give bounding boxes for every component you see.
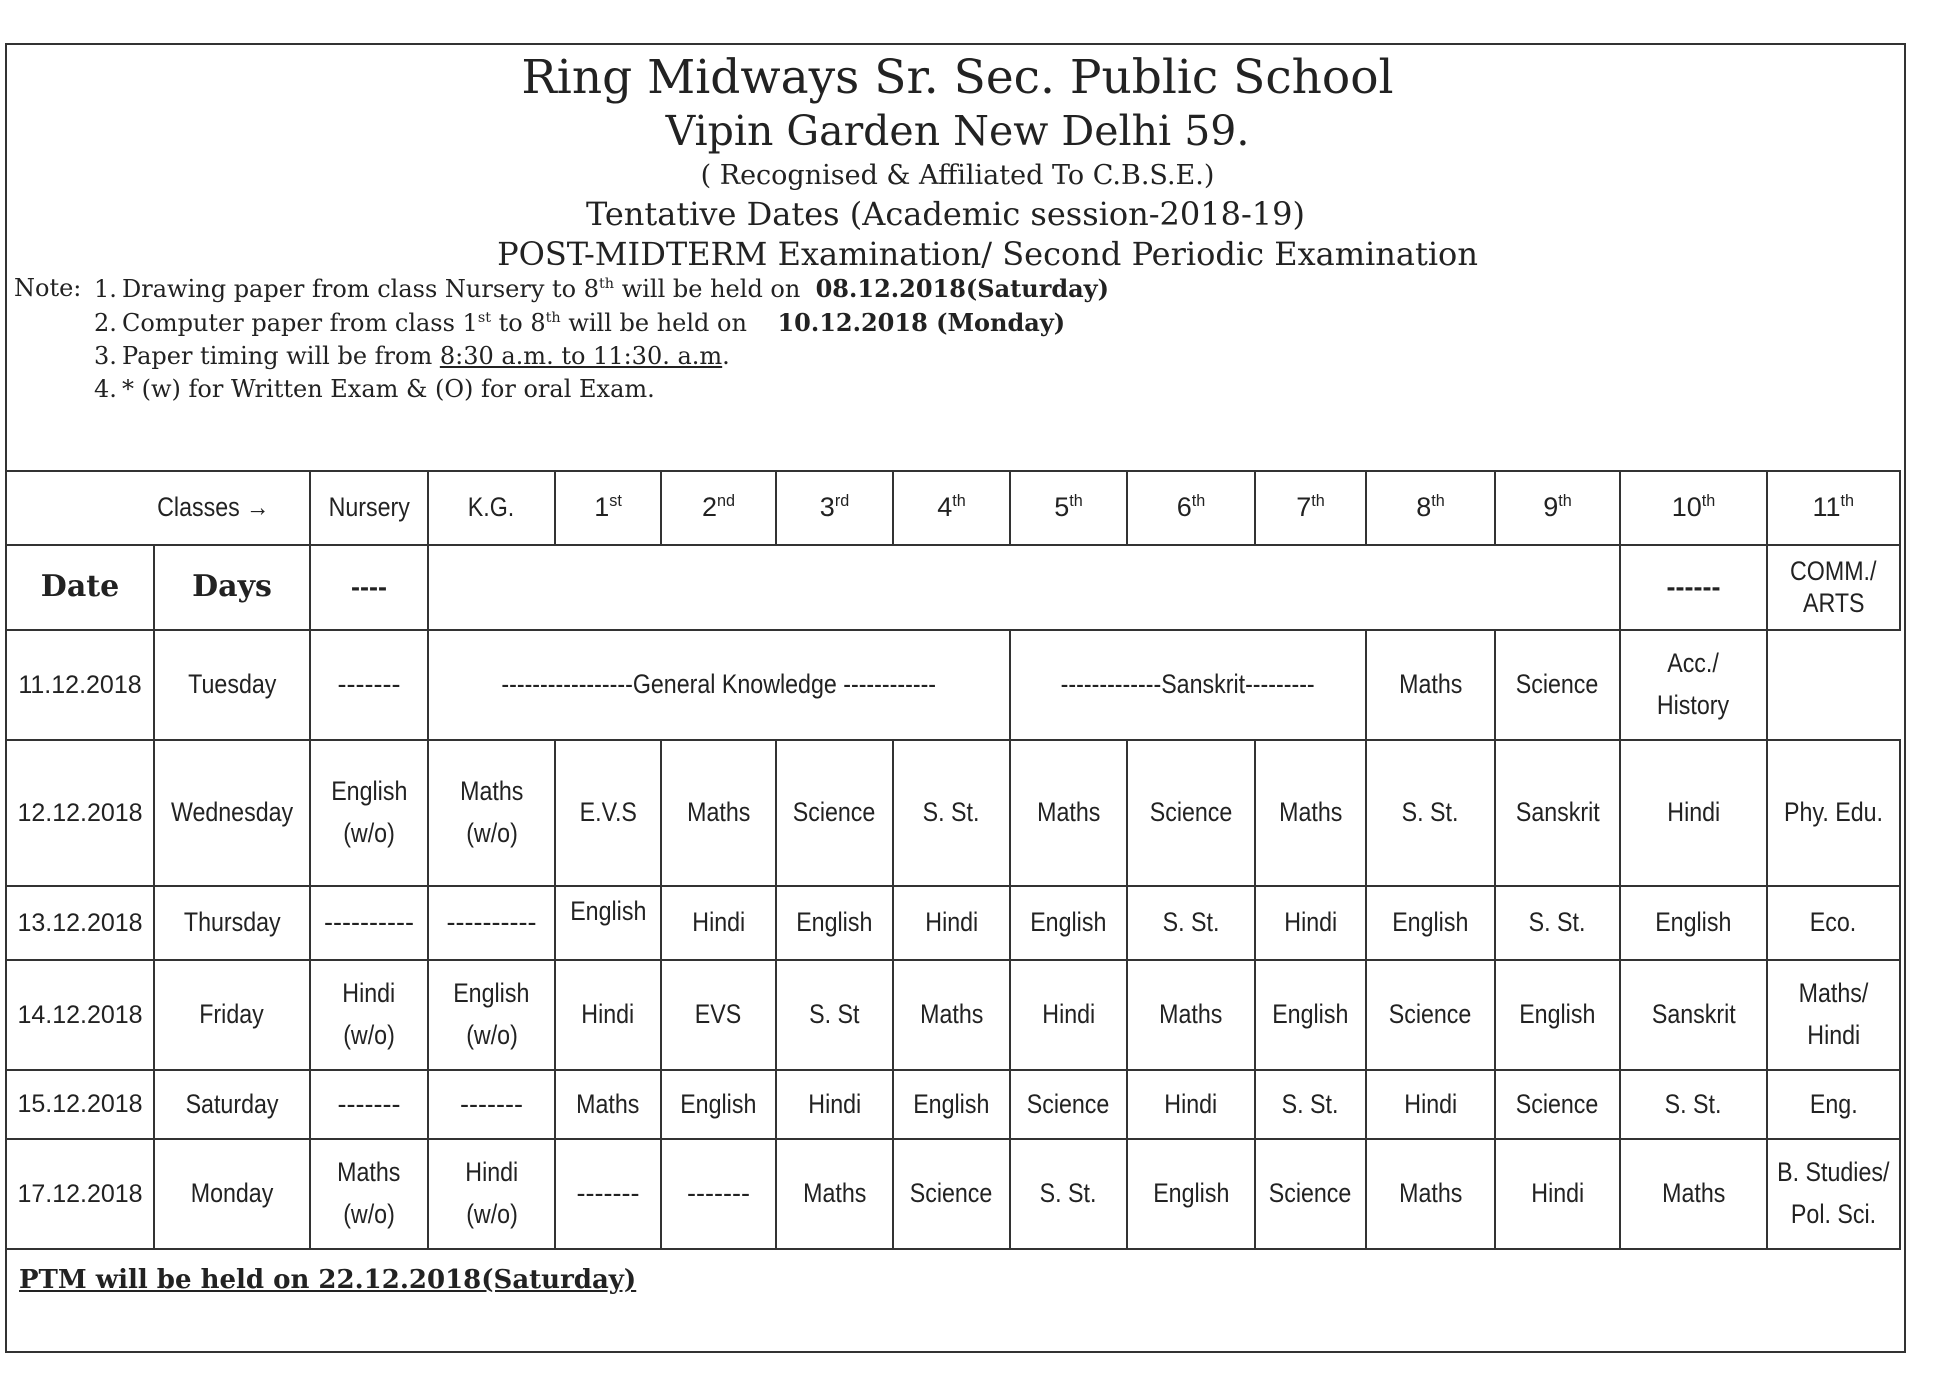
subject-cell: Maths (w/o) xyxy=(428,740,555,886)
date-cell: 13.12.2018 xyxy=(6,886,154,960)
subject-cell: Science xyxy=(1010,1070,1127,1139)
drawing-date: 08.12.2018(Saturday) xyxy=(815,274,1109,303)
exam-title: POST-MIDTERM Examination/ Second Periodic Examination xyxy=(497,235,1478,273)
class-header: Nursery xyxy=(310,471,428,545)
day-cell: Monday xyxy=(154,1139,310,1249)
subject-cell: Maths xyxy=(1255,740,1366,886)
class-header: 11th xyxy=(1767,471,1900,545)
subject-cell: Hindi xyxy=(1010,960,1127,1070)
subject-cell: English xyxy=(555,886,661,960)
day-cell: Tuesday xyxy=(154,630,310,740)
date-header: Date xyxy=(6,545,154,630)
subject-cell: Maths/ Hindi xyxy=(1767,960,1900,1070)
subject-cell: English (w/o) xyxy=(428,960,555,1070)
subject-cell: S. St. xyxy=(1255,1070,1366,1139)
table-row xyxy=(6,630,1900,740)
note-sup: th xyxy=(599,276,615,292)
subject-cell: ------- xyxy=(428,1070,555,1139)
classes-label: Classes → xyxy=(6,471,310,545)
session-title: Tentative Dates (Academic session-2018-19) xyxy=(585,195,1305,233)
note-text: to 8 xyxy=(491,309,546,337)
class-header: 3rd xyxy=(776,471,893,545)
subject-cell: English xyxy=(1010,886,1127,960)
subject-cell: Acc./ History xyxy=(1620,630,1767,740)
computer-date: 10.12.2018 (Monday) xyxy=(777,308,1066,337)
subject-cell: S. St. xyxy=(1127,886,1255,960)
note-number: 3. xyxy=(94,342,117,370)
note-text: will be held on xyxy=(560,309,755,337)
day-cell: Wednesday xyxy=(154,740,310,886)
day-cell: Friday xyxy=(154,960,310,1070)
note-text: Computer paper from class 1 xyxy=(122,309,478,337)
note-text: Paper timing will be from xyxy=(122,342,440,370)
subject-cell: Hindi xyxy=(1366,1070,1495,1139)
date-cell: 14.12.2018 xyxy=(6,960,154,1070)
subject-cell: ------- xyxy=(661,1139,776,1249)
subject-cell: S. St. xyxy=(1010,1139,1127,1249)
school-name: Ring Midways Sr. Sec. Public School xyxy=(521,50,1394,105)
subject-cell: ------- xyxy=(310,630,428,740)
subject-cell: English xyxy=(1127,1139,1255,1249)
subject-cell: English xyxy=(661,1070,776,1139)
subject-cell: Hindi (w/o) xyxy=(428,1139,555,1249)
day-cell: Thursday xyxy=(154,886,310,960)
subject-cell: Sanskrit xyxy=(1495,740,1620,886)
subject-cell: Maths (w/o) xyxy=(310,1139,428,1249)
subject-cell: English xyxy=(1366,886,1495,960)
subject-cell: Science xyxy=(1255,1139,1366,1249)
subject-cell: Maths xyxy=(893,960,1010,1070)
eleventh-stream: COMM./ ARTS xyxy=(1767,545,1900,630)
subject-cell: Sanskrit xyxy=(1620,960,1767,1070)
subject-cell: Science xyxy=(1495,1070,1620,1139)
subject-cell: S. St. xyxy=(1366,740,1495,886)
note-text: will be held on xyxy=(614,275,808,303)
subject-cell: English (w/o) xyxy=(310,740,428,886)
date-cell: 12.12.2018 xyxy=(6,740,154,886)
note-number: 1. xyxy=(94,275,117,303)
note-sup: st xyxy=(477,310,491,326)
class-header: 2nd xyxy=(661,471,776,545)
paper-timing: 8:30 a.m. to 11:30. a.m xyxy=(439,342,723,370)
subject-cell: Maths xyxy=(1010,740,1127,886)
subject-cell: Science xyxy=(1127,740,1255,886)
table-row xyxy=(6,1070,1900,1139)
table-row xyxy=(6,960,1900,1070)
nursery-dash: ---- xyxy=(310,545,428,630)
days-header: Days xyxy=(154,545,310,630)
subject-cell: Hindi xyxy=(893,886,1010,960)
table-row xyxy=(6,1139,1900,1249)
subject-cell: Science xyxy=(893,1139,1010,1249)
subject-cell: Phy. Edu. xyxy=(1767,740,1900,886)
subject-cell: ------- xyxy=(555,1139,661,1249)
date-cell: 17.12.2018 xyxy=(6,1139,154,1249)
subject-cell: English xyxy=(893,1070,1010,1139)
subject-cell: Hindi xyxy=(1255,886,1366,960)
date-cell: 15.12.2018 xyxy=(6,1070,154,1139)
subject-cell: S. St. xyxy=(893,740,1010,886)
date-days-header-row xyxy=(6,545,1900,630)
subject-cell: English xyxy=(1495,960,1620,1070)
schedule-table xyxy=(5,470,1901,1250)
subject-cell: B. Studies/ Pol. Sci. xyxy=(1767,1139,1900,1249)
subject-cell: Hindi xyxy=(1620,740,1767,886)
class-header: 10th xyxy=(1620,471,1767,545)
note-label: Note: xyxy=(14,274,82,302)
date-cell: 11.12.2018 xyxy=(6,630,154,740)
subject-cell: Maths xyxy=(555,1070,661,1139)
subject-cell: Hindi xyxy=(1127,1070,1255,1139)
subject-cell: Maths xyxy=(776,1139,893,1249)
subject-cell: Maths xyxy=(1366,630,1495,740)
note-text: . xyxy=(722,342,730,370)
subject-cell: Hindi xyxy=(661,886,776,960)
subject-cell: E.V.S xyxy=(555,740,661,886)
subject-cell: S. St xyxy=(776,960,893,1070)
class-header: 5th xyxy=(1010,471,1127,545)
subject-cell: Science xyxy=(776,740,893,886)
notes-section xyxy=(14,272,1109,406)
subject-cell: Eng. xyxy=(1767,1070,1900,1139)
subject-cell: English xyxy=(1620,886,1767,960)
note-3 xyxy=(14,340,1109,373)
class-header: 9th xyxy=(1495,471,1620,545)
tenth-dash: ------ xyxy=(1620,545,1767,630)
subject-cell: Maths xyxy=(1127,960,1255,1070)
subject-cell: Eco. xyxy=(1767,886,1900,960)
class-header: 1st xyxy=(555,471,661,545)
affiliation: ( Recognised & Affiliated To C.B.S.E.) xyxy=(700,160,1215,191)
sanskrit-span-cell: -------------Sanskrit--------- xyxy=(1010,630,1366,740)
table-row xyxy=(6,886,1900,960)
class-header-row xyxy=(6,471,1900,545)
gk-span-cell: -----------------General Knowledge ------------ xyxy=(428,630,1010,740)
subject-cell: Maths xyxy=(1366,1139,1495,1249)
subject-cell: EVS xyxy=(661,960,776,1070)
note-number: 2. xyxy=(94,309,117,337)
subject-cell: S. St. xyxy=(1495,886,1620,960)
subject-cell: Hindi xyxy=(1495,1139,1620,1249)
class-header: 8th xyxy=(1366,471,1495,545)
subject-cell: English xyxy=(776,886,893,960)
subject-cell: ---------- xyxy=(428,886,555,960)
class-header: K.G. xyxy=(428,471,555,545)
subject-cell: Science xyxy=(1495,630,1620,740)
subject-cell: Maths xyxy=(661,740,776,886)
subject-cell: ------- xyxy=(310,1070,428,1139)
subject-cell: Hindi xyxy=(555,960,661,1070)
ptm-notice: PTM will be held on 22.12.2018(Saturday) xyxy=(19,1265,637,1295)
subject-cell: Science xyxy=(1366,960,1495,1070)
empty-header-span xyxy=(428,545,1620,630)
note-4 xyxy=(14,373,1109,406)
note-text: Drawing paper from class Nursery to 8 xyxy=(122,275,600,303)
table-row xyxy=(6,740,1900,886)
subject-cell: Hindi (w/o) xyxy=(310,960,428,1070)
subject-cell: ---------- xyxy=(310,886,428,960)
subject-cell: English xyxy=(1255,960,1366,1070)
note-number: 4. xyxy=(94,375,117,403)
school-address: Vipin Garden New Delhi 59. xyxy=(665,107,1250,155)
class-header: 4th xyxy=(893,471,1010,545)
note-sup: th xyxy=(545,310,561,326)
subject-cell: Maths xyxy=(1620,1139,1767,1249)
subject-cell: Hindi xyxy=(776,1070,893,1139)
note-2 xyxy=(14,306,1109,340)
subject-cell: S. St. xyxy=(1620,1070,1767,1139)
note-1 xyxy=(14,272,1109,306)
class-header: 6th xyxy=(1127,471,1255,545)
note-text: * (w) for Written Exam & (O) for oral Exam. xyxy=(122,375,655,403)
day-cell: Saturday xyxy=(154,1070,310,1139)
class-header: 7th xyxy=(1255,471,1366,545)
